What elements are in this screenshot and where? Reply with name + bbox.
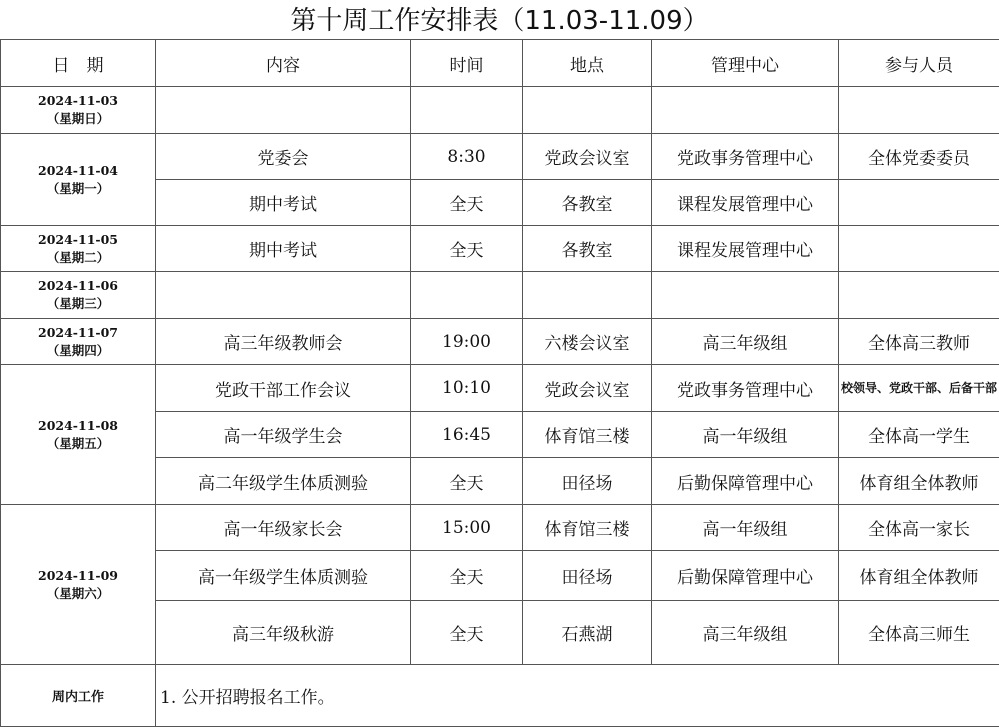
participants-cell[interactable]: 校领导、党政干部、后备干部	[839, 365, 999, 412]
participants-cell[interactable]: 体育组全体教师	[839, 458, 999, 505]
place-cell[interactable]: 六楼会议室	[523, 319, 652, 365]
date-cell: 2024-11-06 （星期三）	[1, 272, 156, 319]
header-row	[1, 40, 999, 87]
place-cell[interactable]: 各教室	[523, 180, 652, 226]
content-cell[interactable]: 高三年级秋游	[156, 601, 411, 665]
participants-cell[interactable]	[839, 226, 999, 272]
time-cell[interactable]: 10:10	[411, 365, 523, 412]
content-cell[interactable]: 党政干部工作会议	[156, 365, 411, 412]
content-cell[interactable]	[156, 272, 411, 319]
schedule-table	[0, 39, 999, 727]
header-content: 内容	[156, 40, 411, 87]
center-cell[interactable]: 高一年级组	[652, 505, 839, 551]
date-cell: 2024-11-09 （星期六）	[1, 505, 156, 665]
time-cell[interactable]: 全天	[411, 601, 523, 665]
place-cell[interactable]: 党政会议室	[523, 365, 652, 412]
table-row	[1, 87, 999, 134]
participants-cell[interactable]: 全体高一家长	[839, 505, 999, 551]
weekly-work-text[interactable]: 1. 公开招聘报名工作。	[156, 665, 999, 727]
header-time: 时间	[411, 40, 523, 87]
content-cell[interactable]: 党委会	[156, 134, 411, 180]
table-row	[1, 365, 999, 412]
header-place: 地点	[523, 40, 652, 87]
date-cell: 2024-11-03 （星期日）	[1, 87, 156, 134]
participants-cell[interactable]: 全体高一学生	[839, 412, 999, 458]
place-cell[interactable]: 石燕湖	[523, 601, 652, 665]
center-cell[interactable]	[652, 87, 839, 134]
place-cell[interactable]: 田径场	[523, 458, 652, 505]
center-cell[interactable]: 后勤保障管理中心	[652, 458, 839, 505]
center-cell[interactable]: 党政事务管理中心	[652, 365, 839, 412]
time-cell[interactable]: 全天	[411, 180, 523, 226]
header-date: 日 期	[1, 40, 156, 87]
content-cell[interactable]: 高二年级学生体质测验	[156, 458, 411, 505]
time-cell[interactable]: 全天	[411, 458, 523, 505]
participants-cell[interactable]: 体育组全体教师	[839, 551, 999, 601]
content-cell[interactable]: 高一年级学生体质测验	[156, 551, 411, 601]
place-cell[interactable]: 各教室	[523, 226, 652, 272]
table-row	[1, 226, 999, 272]
weekly-work-label: 周内工作	[1, 665, 156, 727]
place-cell[interactable]: 党政会议室	[523, 134, 652, 180]
time-cell[interactable]: 全天	[411, 226, 523, 272]
participants-cell[interactable]: 全体高三师生	[839, 601, 999, 665]
date-cell: 2024-11-04 （星期一）	[1, 134, 156, 226]
place-cell[interactable]: 田径场	[523, 551, 652, 601]
content-cell[interactable]: 期中考试	[156, 226, 411, 272]
center-cell[interactable]: 课程发展管理中心	[652, 180, 839, 226]
time-cell[interactable]	[411, 87, 523, 134]
place-cell[interactable]	[523, 272, 652, 319]
date-cell: 2024-11-05 （星期二）	[1, 226, 156, 272]
place-cell[interactable]: 体育馆三楼	[523, 412, 652, 458]
content-cell[interactable]: 期中考试	[156, 180, 411, 226]
content-cell[interactable]	[156, 87, 411, 134]
time-cell[interactable]: 15:00	[411, 505, 523, 551]
center-cell[interactable]: 高三年级组	[652, 601, 839, 665]
center-cell[interactable]	[652, 272, 839, 319]
content-cell[interactable]: 高一年级学生会	[156, 412, 411, 458]
center-cell[interactable]: 后勤保障管理中心	[652, 551, 839, 601]
header-center: 管理中心	[652, 40, 839, 87]
table-row	[1, 505, 999, 551]
date-cell: 2024-11-07 （星期四）	[1, 319, 156, 365]
page-title: 第十周工作安排表（11.03-11.09）	[0, 0, 999, 39]
participants-cell[interactable]	[839, 180, 999, 226]
participants-cell[interactable]	[839, 87, 999, 134]
center-cell[interactable]: 课程发展管理中心	[652, 226, 839, 272]
time-cell[interactable]: 16:45	[411, 412, 523, 458]
center-cell[interactable]: 党政事务管理中心	[652, 134, 839, 180]
place-cell[interactable]	[523, 87, 652, 134]
place-cell[interactable]: 体育馆三楼	[523, 505, 652, 551]
date-cell: 2024-11-08 （星期五）	[1, 365, 156, 505]
weekly-work-row	[1, 665, 999, 727]
participants-cell[interactable]: 全体高三教师	[839, 319, 999, 365]
center-cell[interactable]: 高三年级组	[652, 319, 839, 365]
time-cell[interactable]: 19:00	[411, 319, 523, 365]
table-row	[1, 272, 999, 319]
participants-cell[interactable]	[839, 272, 999, 319]
participants-cell[interactable]: 全体党委委员	[839, 134, 999, 180]
time-cell[interactable]: 全天	[411, 551, 523, 601]
center-cell[interactable]: 高一年级组	[652, 412, 839, 458]
time-cell[interactable]: 8:30	[411, 134, 523, 180]
table-row	[1, 319, 999, 365]
time-cell[interactable]	[411, 272, 523, 319]
table-row	[1, 134, 999, 180]
content-cell[interactable]: 高三年级教师会	[156, 319, 411, 365]
header-participants: 参与人员	[839, 40, 999, 87]
content-cell[interactable]: 高一年级家长会	[156, 505, 411, 551]
